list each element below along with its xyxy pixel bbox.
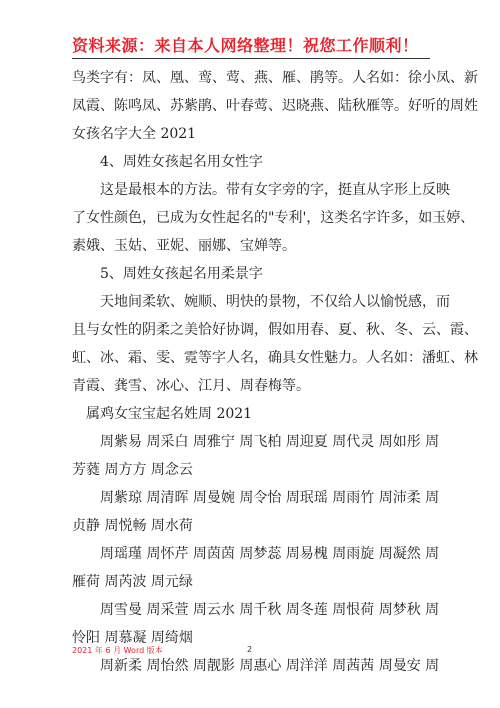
page-footer [72, 645, 436, 659]
text-line: 属鸡女宝宝起名姓周 2021 [86, 406, 253, 422]
text-line: 这是最根本的方法。带有女字旁的字，挺直从字形上反映 [100, 182, 450, 198]
text-line: 虹、冰、霜、雯、霓等字人名，确具女性魅力。人名如：潘虹、林 [72, 350, 478, 366]
text-line: 贞静 周悦畅 周水荷 [72, 518, 193, 534]
document-body [72, 64, 478, 680]
text-line: 芳蕤 周方方 周念云 [72, 462, 193, 478]
header-divider [72, 58, 430, 59]
text-line: 凤霞、陈鸣凤、苏紫鹃、叶春莺、迟晓燕、陆秋雁等。好听的周姓 [72, 98, 478, 114]
page-number: 2 [247, 645, 253, 654]
text-line: 怜阳 周慕凝 周绮烟 [72, 630, 193, 646]
footer-date-version: 2021 年 6 月 Word 版本 [72, 646, 163, 655]
text-line: 女孩名字大全 2021 [72, 126, 197, 142]
text-line: 周紫琼 周清晖 周曼婉 周令怡 周珉瑶 周雨竹 周沛柔 周 [100, 490, 440, 506]
text-line: 5、周姓女孩起名用柔景字 [100, 266, 263, 282]
text-line: 素娥、玉姑、亚妮、丽娜、宝婵等。 [72, 238, 296, 254]
text-line: 周瑶瑾 周怀芹 周茵茵 周梦蕊 周易槐 周雨旋 周凝然 周 [100, 546, 440, 562]
text-line: 雁荷 周芮波 周元绿 [72, 574, 193, 590]
text-line: 鸟类字有：凤、凰、鸾、莺、燕、雁、鹃等。人名如：徐小凤、新 [72, 70, 478, 86]
text-line: 4、周姓女孩起名用女性字 [100, 154, 263, 170]
page-header-title: 资料来源：来自本人网络整理！祝您工作顺利！ [72, 36, 419, 55]
text-line: 周雪曼 周采萱 周云水 周千秋 周冬莲 周恨荷 周梦秋 周 [100, 602, 440, 618]
text-line: 周新柔 周怡然 周靓影 周惠心 周洋洋 周茜茜 周曼安 周 [100, 658, 440, 674]
text-line: 天地间柔软、婉顺、明快的景物，不仅给人以愉悦感，而 [100, 294, 450, 310]
text-line: 青霞、龚雪、冰心、江月、周春梅等。 [72, 378, 310, 394]
text-line: 且与女性的阴柔之美恰好协调，假如用春、夏、秋、冬、云、霞、 [72, 322, 478, 338]
text-line: 了女性颜色，已成为女性起名的"专利'，这类名字许多，如玉婷、 [72, 210, 475, 226]
text-line: 周紫易 周采白 周雅宁 周飞柏 周迎夏 周代灵 周如彤 周 [100, 434, 440, 450]
